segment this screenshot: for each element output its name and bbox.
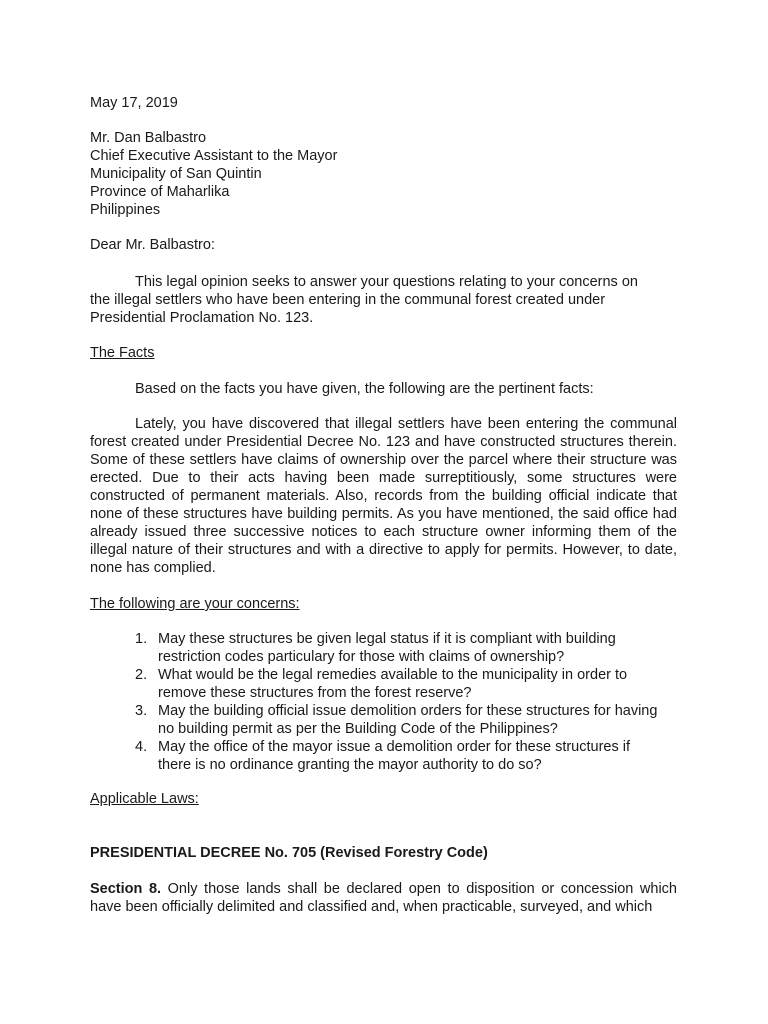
addressee-office: Municipality of San Quintin (90, 166, 262, 182)
addressee-title: Chief Executive Assistant to the Mayor (90, 148, 338, 164)
section-text: Only those lands shall be declared open to disposition or concession which have been officially delimited and classified and, when practicable, surveyed, and which (90, 881, 677, 915)
list-item-text: there is no ordinance granting the mayor authority to do so? (158, 757, 542, 773)
concerns-heading (90, 595, 677, 613)
list-item-text: restriction codes particulary for those with claims of ownership? (158, 649, 565, 665)
laws-heading (90, 790, 677, 808)
concerns-heading-text: The following are your concerns: (90, 596, 300, 612)
facts-intro: Based on the facts you have given, the following are the pertinent facts: (135, 381, 594, 397)
facts-heading-text: The Facts (90, 345, 155, 361)
list-item-text: What would be the legal remedies available to the municipality in order to (158, 667, 628, 683)
list-item-number: 2. (135, 667, 148, 683)
intro-line: the illegal settlers who have been entering in the communal forest created under (90, 292, 606, 308)
decree-title: PRESIDENTIAL DECREE No. 705 (Revised Forestry Code) (90, 845, 488, 861)
list-item-text: May the office of the mayor issue a demolition order for these structures if (158, 739, 631, 755)
intro-paragraph (90, 273, 677, 327)
facts-body-paragraph: Lately, you have discovered that illegal settlers have been entering the communal forest created under Presidential Decree No. 123 and have constructed structures therein. Some of these settlers have claims of ownership over the parcel where their structure was erected. Due to their acts having been made surreptitiously, some structures were constructed of permanent materials. Also, records from the building official indicate that none of these structures have building permits. As you have mentioned, the said office had already issued three successive notices to each structure owner informing them of the illegal nature of their structures and with a directive to apply for permits. However, to date, none has complied. (90, 416, 677, 576)
list-item (135, 738, 695, 774)
laws-heading-text: Applicable Laws: (90, 791, 199, 807)
facts-heading (90, 344, 677, 362)
list-item-text: no building permit as per the Building Code of the Philippines? (158, 721, 558, 737)
addressee-block (90, 129, 677, 219)
list-item-text: remove these structures from the forest reserve? (158, 685, 472, 701)
addressee-name: Mr. Dan Balbastro (90, 130, 207, 146)
list-item-text: May these structures be given legal status if it is compliant with building (158, 631, 616, 647)
section-paragraph (90, 880, 677, 916)
addressee-province: Province of Maharlika (90, 184, 230, 200)
concerns-list (135, 630, 695, 774)
list-item-number: 1. (135, 631, 148, 647)
intro-line: Presidential Proclamation No. 123. (90, 310, 314, 326)
salutation: Dear Mr. Balbastro: (90, 237, 215, 253)
list-item (135, 666, 695, 702)
section-label: Section 8. (90, 881, 162, 897)
list-item-number: 3. (135, 703, 148, 719)
intro-line: This legal opinion seeks to answer your questions relating to your concerns on (135, 274, 638, 290)
letter-date: May 17, 2019 (90, 95, 178, 111)
list-item-text: May the building official issue demolition orders for these structures for having (158, 703, 658, 719)
list-item (135, 702, 695, 738)
list-item (135, 630, 695, 666)
addressee-country: Philippines (90, 202, 161, 218)
list-item-number: 4. (135, 739, 148, 755)
